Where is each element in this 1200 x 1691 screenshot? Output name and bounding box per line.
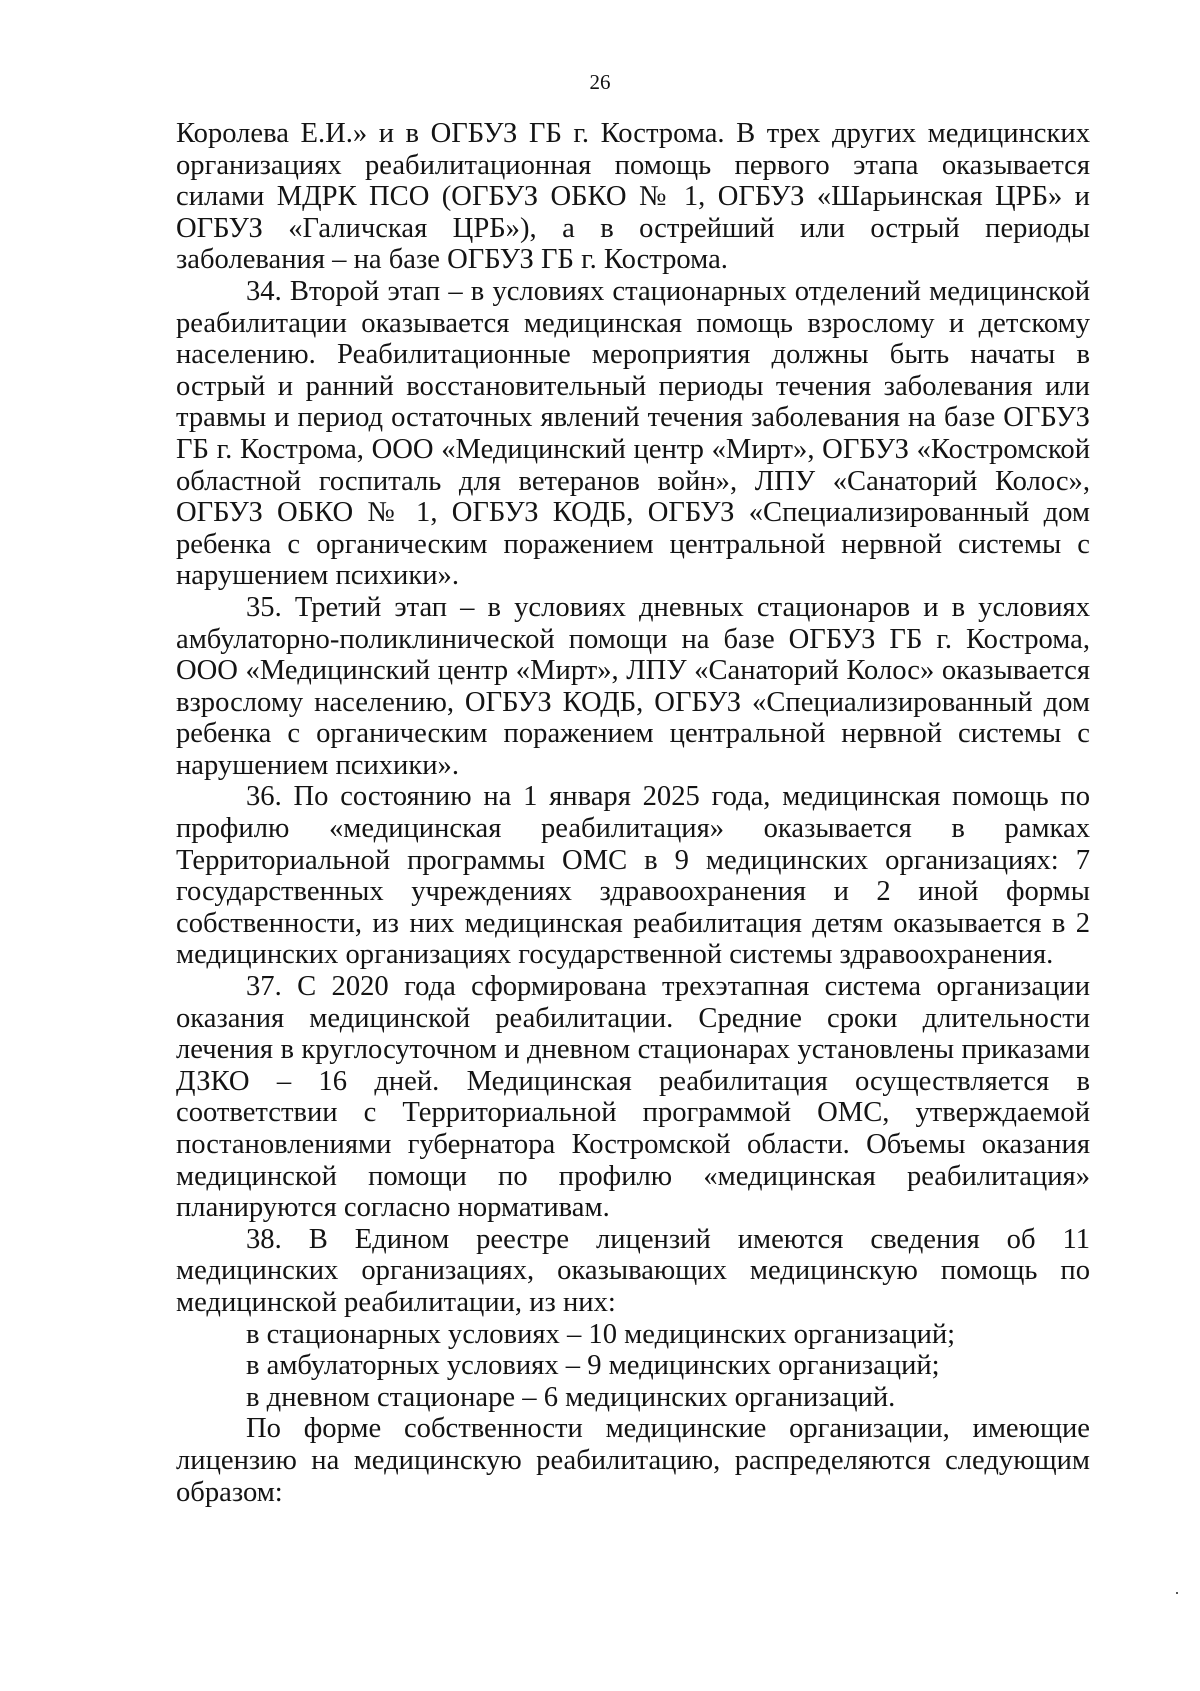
paragraph-36: 36. По состоянию на 1 января 2025 года, медицинская помощь по профилю «медицинская реабилитация» оказывается в рамках Территориальной программы ОМС в 9 медицинских организациях: 7 государственных учреждениях здравоохранения и 2 иной формы собственности, из них медицинская реабилитация детям оказывается в 2 медицинских организациях государственной системы здравоохранения. bbox=[176, 781, 1090, 971]
document-body bbox=[176, 118, 1090, 1508]
paragraph-37: 37. С 2020 года сформирована трехэтапная система организации оказания медицинской реабилитации. Средние сроки длительности лечения в круглосуточном и дневном стационарах установлены приказами ДЗКО – 16 дней. Медицинская реабилитация осуществляется в соответствии с Территориальной программой ОМС, утверждаемой постановлениями губернатора Костромской области. Объемы оказания медицинской помощи по профилю «медицинская реабилитация» планируются согласно нормативам. bbox=[176, 971, 1090, 1224]
paragraph-34: 34. Второй этап – в условиях стационарных отделений медицинской реабилитации оказывается медицинская помощь взрослому и детскому населению. Реабилитационные мероприятия должны быть начаты в острый и ранний восстановительный периоды течения заболевания или травмы и период остаточных явлений течения заболевания на базе ОГБУЗ ГБ г. Кострома, ООО «Медицинский центр «Мирт», ОГБУЗ «Костромской областной госпиталь для ветеранов войн», ЛПУ «Санаторий Колос», ОГБУЗ ОБКО № 1, ОГБУЗ КОДБ, ОГБУЗ «Специализированный дом ребенка с органическим поражением центральной нервной системы с нарушением психики». bbox=[176, 275, 1090, 592]
scan-speck bbox=[1176, 1592, 1178, 1594]
page-number: 26 bbox=[589, 70, 611, 94]
paragraph-ownership: По форме собственности медицинские организации, имеющие лицензию на медицинскую реабилитацию, распределяются следующим образом: bbox=[176, 1413, 1090, 1508]
paragraph-continuation: Королева Е.И.» и в ОГБУЗ ГБ г. Кострома. В трех других медицинских организациях реабилитационная помощь первого этапа оказывается силами МДРК ПСО (ОГБУЗ ОБКО № 1, ОГБУЗ «Шарьинская ЦРБ» и ОГБУЗ «Галичская ЦРБ»), а в острейший или острый периоды заболевания – на базе ОГБУЗ ГБ г. Кострома. bbox=[176, 118, 1090, 276]
list-item-day-hospital: в дневном стационаре – 6 медицинских организаций. bbox=[246, 1381, 896, 1413]
paragraph-35: 35. Третий этап – в условиях дневных стационаров и в условиях амбулаторно-поликлинической помощи на базе ОГБУЗ ГБ г. Кострома, ООО «Медицинский центр «Мирт», ЛПУ «Санаторий Колос» оказывается взрослому населению, ОГБУЗ КОДБ, ОГБУЗ «Специализированный дом ребенка с органическим поражением центральной нервной системы с нарушением психики». bbox=[176, 591, 1090, 781]
list-item-inpatient: в стационарных условиях – 10 медицинских организаций; bbox=[246, 1318, 956, 1350]
list-item-outpatient: в амбулаторных условиях – 9 медицинских организаций; bbox=[246, 1350, 940, 1382]
paragraph-38: 38. В Едином реестре лицензий имеются сведения об 11 медицинских организациях, оказывающих медицинскую помощь по медицинской реабилитации, из них: bbox=[176, 1223, 1090, 1318]
